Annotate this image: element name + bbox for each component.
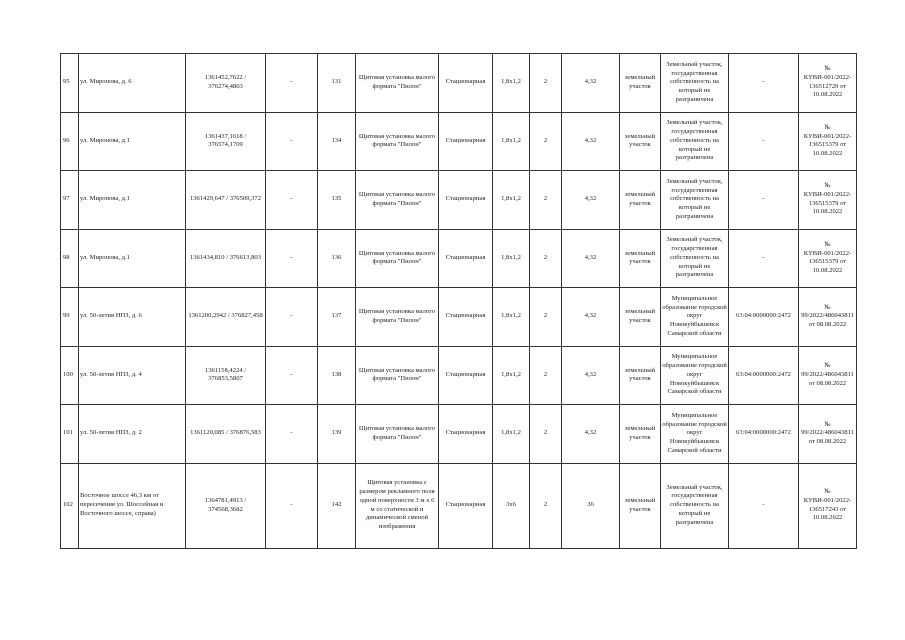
area-cell: 4,32	[562, 405, 620, 464]
row-number-cell: 98	[61, 229, 79, 288]
coordinates-cell: 1361200,2942 / 376827,458	[186, 288, 266, 347]
area-cell: 4,32	[562, 229, 620, 288]
address-cell: ул. Миронова, д.1	[79, 229, 186, 288]
sides-count-cell: 2	[530, 346, 562, 405]
registry-document-cell: № КУВИ-001/2022-136515379 от 10.08.2022	[799, 112, 857, 171]
address-cell: ул. Миронова, д.1	[79, 112, 186, 171]
area-cell: 4,32	[562, 288, 620, 347]
coordinates-cell: 1361158,4224 / 376853,5807	[186, 346, 266, 405]
structure-type-cell: Щитовая установка малого формата "Пилон"	[356, 346, 439, 405]
owner-cell: Земельный участок, государственная собственность на который не разграничена	[661, 463, 729, 548]
address-cell: ул. Миронова, д. 6	[79, 54, 186, 113]
cadastral-number-cell: 63:04:0000000:2472	[729, 346, 799, 405]
address-cell: ул. 50-летия НПЗ, д. 2	[79, 405, 186, 464]
registry-document-cell: № КУВИ-001/2022-136512729 от 10.08.2022	[799, 54, 857, 113]
installation-kind-cell: Стационарная	[439, 229, 493, 288]
empty-column-cell: -	[266, 54, 318, 113]
installation-kind-cell: Стационарная	[439, 288, 493, 347]
empty-column-cell: -	[266, 288, 318, 347]
field-size-cell: 1,8х1,2	[493, 112, 530, 171]
sides-count-cell: 2	[530, 229, 562, 288]
registry-document-cell: № 99/2022/486043811 от 08.08.2022	[799, 346, 857, 405]
owner-cell: Земельный участок, государственная собственность на который не разграничена	[661, 54, 729, 113]
cadastral-number-cell: 63:04:0000000:2472	[729, 288, 799, 347]
structure-type-cell: Щитовая установка малого формата "Пилон"	[356, 288, 439, 347]
empty-column-cell: -	[266, 229, 318, 288]
table-row	[61, 405, 857, 464]
structure-type-cell: Щитовая установка малого формата "Пилон"	[356, 112, 439, 171]
register-table	[60, 53, 857, 549]
sides-count-cell: 2	[530, 288, 562, 347]
cadastral-number-cell: -	[729, 229, 799, 288]
owner-cell: Муниципальное образование городской округ Новокуйбышевск Самарской области	[661, 346, 729, 405]
structure-number-cell: 139	[318, 405, 356, 464]
row-number-cell: 99	[61, 288, 79, 347]
coordinates-cell: 1364781,4913 / 374568,3682	[186, 463, 266, 548]
empty-column-cell: -	[266, 463, 318, 548]
area-cell: 4,32	[562, 54, 620, 113]
table-row	[61, 288, 857, 347]
address-cell: ул. 50-летия НПЗ, д. 4	[79, 346, 186, 405]
table-row	[61, 171, 857, 230]
table-row	[61, 346, 857, 405]
land-category-cell: земельный участок	[620, 288, 661, 347]
coordinates-cell: 1361437,1618 / 376574,1709	[186, 112, 266, 171]
structure-number-cell: 137	[318, 288, 356, 347]
field-size-cell: 1,8х1,2	[493, 405, 530, 464]
coordinates-cell: 1361120,085 / 376876,583	[186, 405, 266, 464]
coordinates-cell: 1361434,810 / 376613,803	[186, 229, 266, 288]
cadastral-number-cell: 63:04:0000000:2472	[729, 405, 799, 464]
table-row	[61, 54, 857, 113]
cadastral-number-cell: -	[729, 54, 799, 113]
structure-type-cell: Щитовая установка с размером рекламного поля одной поверхности 3 м х 6 м со статической и динамической сменой изображения	[356, 463, 439, 548]
sides-count-cell: 2	[530, 405, 562, 464]
row-number-cell: 96	[61, 112, 79, 171]
field-size-cell: 1,8х1,2	[493, 171, 530, 230]
registry-document-cell: № КУВИ-001/2022-136515379 от 10.08.2022	[799, 171, 857, 230]
field-size-cell: 1,8х1,2	[493, 229, 530, 288]
installation-kind-cell: Стационарная	[439, 463, 493, 548]
area-cell: 4,32	[562, 171, 620, 230]
installation-kind-cell: Стационарная	[439, 171, 493, 230]
sides-count-cell: 2	[530, 112, 562, 171]
row-number-cell: 102	[61, 463, 79, 548]
field-size-cell: 1,8х1,2	[493, 346, 530, 405]
owner-cell: Земельный участок, государственная собственность на который не разграничена	[661, 112, 729, 171]
address-cell: ул. 50-летия НПЗ, д. 6	[79, 288, 186, 347]
register-table-body	[61, 54, 857, 549]
sides-count-cell: 2	[530, 463, 562, 548]
land-category-cell: земельный участок	[620, 405, 661, 464]
installation-kind-cell: Стационарная	[439, 405, 493, 464]
structure-number-cell: 142	[318, 463, 356, 548]
land-category-cell: земельный участок	[620, 171, 661, 230]
land-category-cell: земельный участок	[620, 54, 661, 113]
empty-column-cell: -	[266, 405, 318, 464]
structure-number-cell: 131	[318, 54, 356, 113]
table-row	[61, 463, 857, 548]
land-category-cell: земельный участок	[620, 346, 661, 405]
area-cell: 4,32	[562, 346, 620, 405]
cadastral-number-cell: -	[729, 112, 799, 171]
area-cell: 4,32	[562, 112, 620, 171]
registry-document-cell: № КУВИ-001/2022-136515379 от 10.08.2022	[799, 229, 857, 288]
installation-kind-cell: Стационарная	[439, 346, 493, 405]
structure-number-cell: 138	[318, 346, 356, 405]
structure-number-cell: 136	[318, 229, 356, 288]
installation-kind-cell: Стационарная	[439, 112, 493, 171]
address-cell: ул. Миронова, д.1	[79, 171, 186, 230]
row-number-cell: 100	[61, 346, 79, 405]
owner-cell: Муниципальное образование городской округ Новокуйбышевск Самарской области	[661, 405, 729, 464]
table-row	[61, 112, 857, 171]
structure-number-cell: 134	[318, 112, 356, 171]
field-size-cell: 1,8х1,2	[493, 54, 530, 113]
sides-count-cell: 2	[530, 54, 562, 113]
cadastral-number-cell: -	[729, 463, 799, 548]
land-category-cell: земельный участок	[620, 112, 661, 171]
coordinates-cell: 1361452,7622 / 376274,4803	[186, 54, 266, 113]
table-row	[61, 229, 857, 288]
structure-type-cell: Щитовая установка малого формата "Пилон"	[356, 405, 439, 464]
empty-column-cell: -	[266, 171, 318, 230]
row-number-cell: 95	[61, 54, 79, 113]
owner-cell: Земельный участок, государственная собственность на который не разграничена	[661, 229, 729, 288]
land-category-cell: земельный участок	[620, 463, 661, 548]
field-size-cell: 1,8х1,2	[493, 288, 530, 347]
sides-count-cell: 2	[530, 171, 562, 230]
area-cell: 36	[562, 463, 620, 548]
address-cell: Восточное шоссе 46,3 км от пересечения ул. Шоссейная и Восточного шоссе, справа)	[79, 463, 186, 548]
registry-document-cell: № КУВИ-001/2022-136517243 от 10.08.2022	[799, 463, 857, 548]
structure-type-cell: Щитовая установка малого формата "Пилон"	[356, 229, 439, 288]
field-size-cell: 3х6	[493, 463, 530, 548]
installation-kind-cell: Стационарная	[439, 54, 493, 113]
structure-type-cell: Щитовая установка малого формата "Пилон"	[356, 171, 439, 230]
row-number-cell: 97	[61, 171, 79, 230]
cadastral-number-cell: -	[729, 171, 799, 230]
structure-number-cell: 135	[318, 171, 356, 230]
structure-type-cell: Щитовая установка малого формата "Пилон"	[356, 54, 439, 113]
registry-document-cell: № 99/2022/486043811 от 08.08.2022	[799, 288, 857, 347]
empty-column-cell: -	[266, 346, 318, 405]
land-category-cell: земельный участок	[620, 229, 661, 288]
coordinates-cell: 1361429,647 / 376509,372	[186, 171, 266, 230]
owner-cell: Земельный участок, государственная собственность на который не разграничена	[661, 171, 729, 230]
owner-cell: Муниципальное образование городской округ Новокуйбышевск Самарской области	[661, 288, 729, 347]
registry-document-cell: № 99/2022/486043811 от 08.08.2022	[799, 405, 857, 464]
row-number-cell: 101	[61, 405, 79, 464]
empty-column-cell: -	[266, 112, 318, 171]
